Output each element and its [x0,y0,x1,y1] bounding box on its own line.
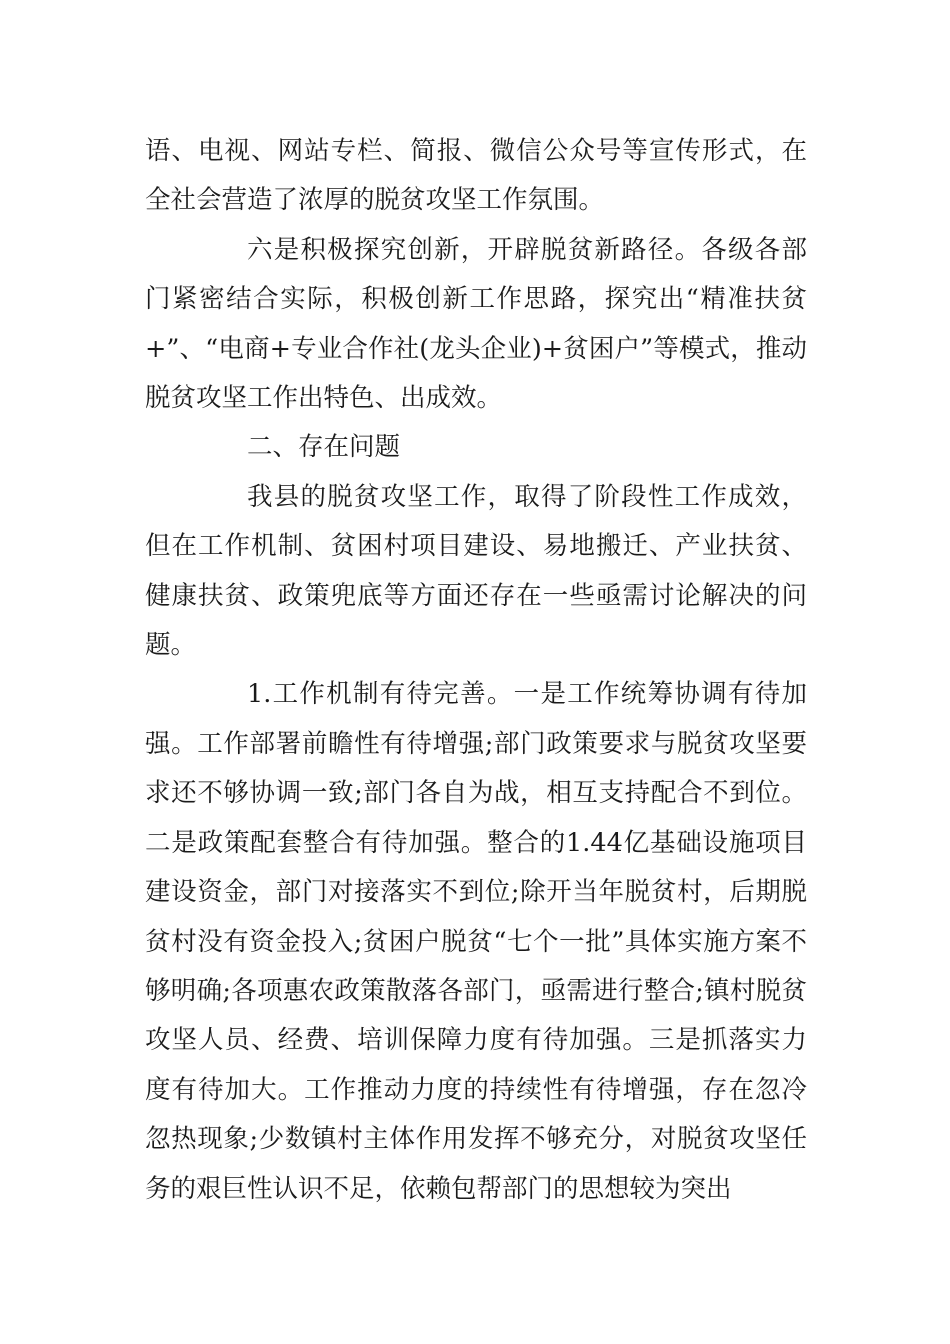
paragraph-propaganda-continued: 语、电视、网站专栏、简报、微信公众号等宣传形式，在全社会营造了浓厚的脱贫攻坚工作氛围。 [145,136,807,216]
paragraph-work-mechanism: 1.工作机制有待完善。一是工作统筹协调有待加强。工作部署前瞻性有待增强;部门政策要求与脱贫攻坚要求还不够协调一致;部门各自为战，相互支持配合不到位。二是政策配套整合有待加强。整合的1.44亿基础设施项目建设资金，部门对接落实不到位;除开当年脱贫村，后期脱贫村没有资金投入;贫困户脱贫“七个一批”具体实施方案不够明确;各项惠农政策散落各部门，亟需进行整合;镇村脱贫攻坚人员、经费、培训保障力度有待加强。三是抓落实力度有待加大。工作推动力度的持续性有待增强，存在忽冷忽热现象;少数镇村主体作用发挥不够充分，对脱贫攻坚任务的艰巨性认识不足，依赖包帮部门的思想较为突出 [145,679,807,1204]
paragraph-innovation: 六是积极探究创新，开辟脱贫新路径。各级各部门紧密结合实际，积极创新工作思路，探究出“精准扶贫+”、“电商+专业合作社(龙头企业)+贫困户”等模式，推动脱贫攻坚工作出特色、出成效。 [145,234,807,414]
section-heading-existing-problems: 二、存在问题 [247,432,401,463]
document-body [145,127,807,1214]
paragraph-problems-intro: 我县的脱贫攻坚工作，取得了阶段性工作成效，但在工作机制、贫困村项目建设、易地搬迁、产业扶贫、健康扶贫、政策兜底等方面还存在一些亟需讨论解决的问题。 [145,481,807,661]
